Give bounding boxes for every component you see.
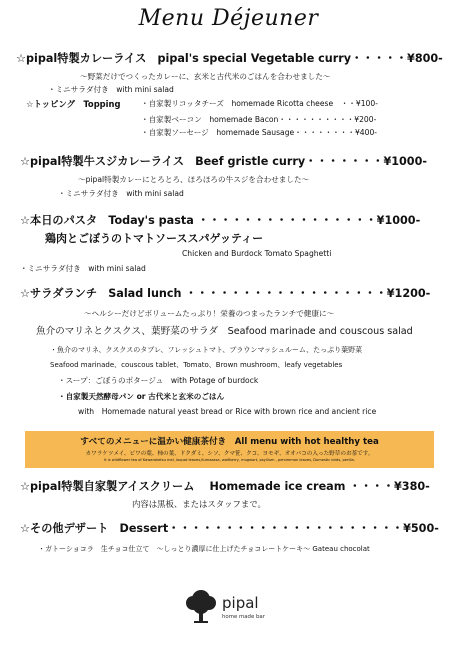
- pasta-name-en: Chicken and Burdock Tomato Spaghetti: [182, 249, 332, 258]
- logo-subtitle: home made bar: [222, 614, 265, 620]
- notice-line-3: It is wildflower tea of Kawaraketsu mei, loquat leaves,Kumazasa, wolfberry, mugwort, psyllium , persimmon leaves, Domestic birds, perilla.: [104, 458, 355, 462]
- topping-sausage: ・自家製ソーセージ homemade Sausage・・・・・・・・¥400-: [141, 128, 378, 137]
- salad-lunch-soup: ・スープ：ごぼうのポタージュ with Potage of burdock: [58, 376, 259, 385]
- notice-line-2: カワラケツメイ、ビワの葉、柿の葉、ドクダミ、シソ、クマ笹、クコ、ヨモギ、オオバコの入った野草のお茶です。: [85, 451, 374, 457]
- icecream-description: 内容は黒板、またはスタッフまで。: [132, 499, 266, 509]
- tree-logo-icon: [184, 588, 218, 624]
- pasta-salad-note: ・ミニサラダ付き with mini salad: [20, 264, 146, 273]
- beef-curry-heading: ☆pipal特製牛スジカレーライス Beef gristle curry・・・・・・・¥1000-: [20, 155, 428, 168]
- curry-description: ～野菜だけでつくったカレーに、玄米と古代米のごはんを合わせました～: [80, 72, 331, 81]
- logo-name: pipal: [222, 594, 259, 612]
- healthy-tea-notice: [25, 431, 434, 468]
- salad-lunch-bread-en: with Homemade natural yeast bread or Rice with brown rice and ancient rice: [78, 407, 377, 416]
- salad-lunch-description: ～ヘルシーだけどボリュームたっぷり！栄養のつまったランチで健康に～: [84, 309, 335, 318]
- topping-label: ☆トッピング Topping: [26, 99, 121, 109]
- topping-bacon: ・自家製ベーコン homemade Bacon・・・・・・・・・・¥200-: [141, 115, 377, 124]
- notice-line-1: すべてのメニューに温かい健康茶付き All menu with hot healthy tea: [80, 437, 379, 447]
- beef-curry-salad-note: ・ミニサラダ付き with mini salad: [58, 189, 184, 198]
- page-title: Menu Déjeuner: [138, 6, 319, 31]
- salad-lunch-name: 魚介のマリネとクスクス、葉野菜のサラダ Seafood marinade and couscous salad: [36, 326, 413, 337]
- beef-curry-description: ～pipal特製カレーにとろとろ、ほろほろの牛スジを合わせました～: [78, 175, 310, 184]
- pasta-name-jp: 鶏肉とごぼうのトマトソーススパゲッティー: [45, 232, 264, 245]
- dessert-heading: ☆その他デザート Dessert・・・・・・・・・・・・・・・・・・・・・¥500-: [20, 522, 439, 535]
- curry-salad-note: ・ミニサラダ付き with mini salad: [48, 85, 174, 94]
- topping-ricotta: ・自家製リコッタチーズ homemade Ricotta cheese ・・¥100-: [141, 99, 378, 108]
- salad-lunch-bread: ・自家製天然酵母パン or 古代米と玄米のごはん: [58, 392, 225, 401]
- salad-lunch-detail-jp: ・魚介のマリネ、クスクスのタブレ、フレッシュトマト、ブラウンマッシュルーム、たっぷり葉野菜: [50, 346, 363, 354]
- pasta-heading: ☆本日のパスタ Today's pasta ・・・・・・・・・・・・・・・・¥1000-: [20, 214, 421, 227]
- salad-lunch-detail-en: Seafood marinade、couscous tablet、Tomato、Brown mushroom、leafy vegetables: [50, 361, 343, 369]
- curry-heading: ☆pipal特製カレーライス pipal's special Vegetable curry・・・・・¥800-: [16, 52, 443, 65]
- salad-lunch-heading: ☆サラダランチ Salad lunch ・・・・・・・・・・・・・・・・・・¥1200-: [20, 287, 431, 300]
- dessert-item: ・ガトーショコラ 生チョコ仕立て ～しっとり濃厚に仕上げたチョコレートケーキ～ Gateau chocolat: [38, 545, 370, 553]
- icecream-heading: ☆pipal特製自家製アイスクリーム Homemade ice cream ・・・・¥380-: [20, 480, 430, 493]
